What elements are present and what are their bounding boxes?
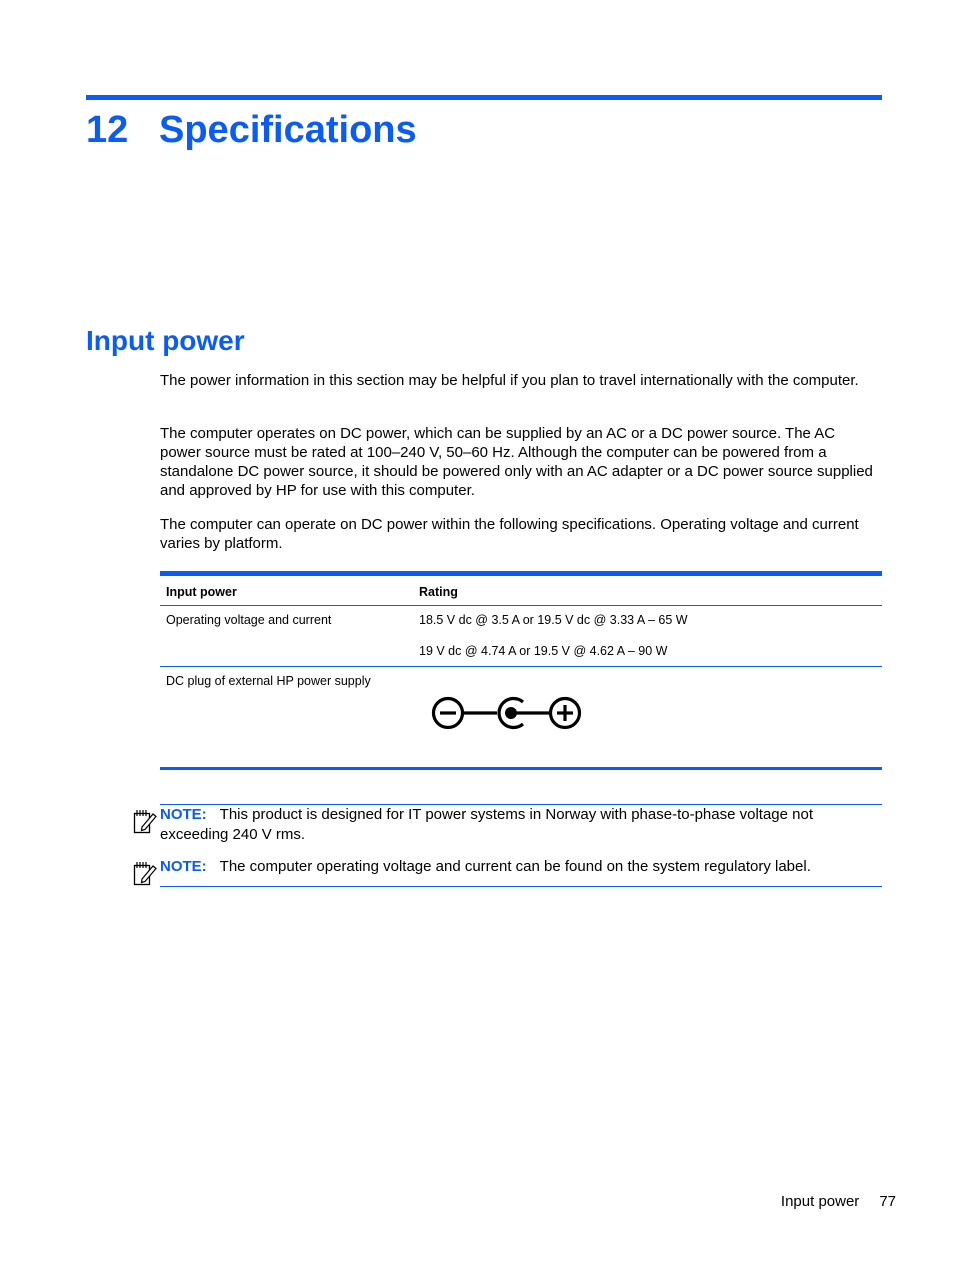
table-cell-rating-90w: 19 V dc @ 4.74 A or 19.5 V @ 4.62 A – 90 W [419,644,668,658]
chapter-title-text: Specifications [159,109,417,151]
note-icon [133,861,157,893]
table-header-row [160,576,882,606]
table-row [160,667,882,770]
table-cell-rating-65w: 18.5 V dc @ 3.5 A or 19.5 V dc @ 3.33 A – 65 W [419,613,688,627]
note-norway [160,804,882,845]
chapter-number: 12 [86,109,129,151]
note-icon [133,809,157,841]
chapter-rule [86,95,882,100]
table-cell-label: DC plug of external HP power supply [166,674,371,688]
table-cell-label: Operating voltage and current [166,613,332,627]
paragraph-specifications: The computer can operate on DC power within the following specifications. Operating voltage and current varies by platform. [160,516,859,552]
note-label: NOTE: [160,858,207,875]
note-regulatory-label [160,857,882,887]
page-footer [781,1192,896,1211]
table-header-rating: Rating [419,585,458,599]
note-text: The computer operating voltage and current can be found on the system regulatory label. [219,858,811,875]
note-text: This product is designed for IT power systems in Norway with phase-to-phase voltage not exceeding 240 V rms. [160,806,814,843]
dc-plug-polarity-icon [431,695,585,736]
section-title: Input power [86,325,245,356]
chapter-title [86,106,417,154]
table-header-input-power: Input power [166,585,237,599]
paragraph-dc-power: The computer operates on DC power, which can be supplied by an AC or a DC power source. The AC power source must be rated at 100–240 V, 50–60 Hz. Although the computer can be powered from a standalone DC power source, it should be powered only with an AC adapter or a DC power source supplied and approved by HP for use with this computer. [160,425,873,499]
paragraph-travel: The power information in this section may be helpful if you plan to travel internationally with the computer. [160,372,859,389]
table-row [160,606,882,667]
footer-section-title: Input power [780,1193,860,1210]
page-number: 77 [879,1193,896,1210]
input-power-table [160,571,882,770]
note-label: NOTE: [160,806,207,823]
